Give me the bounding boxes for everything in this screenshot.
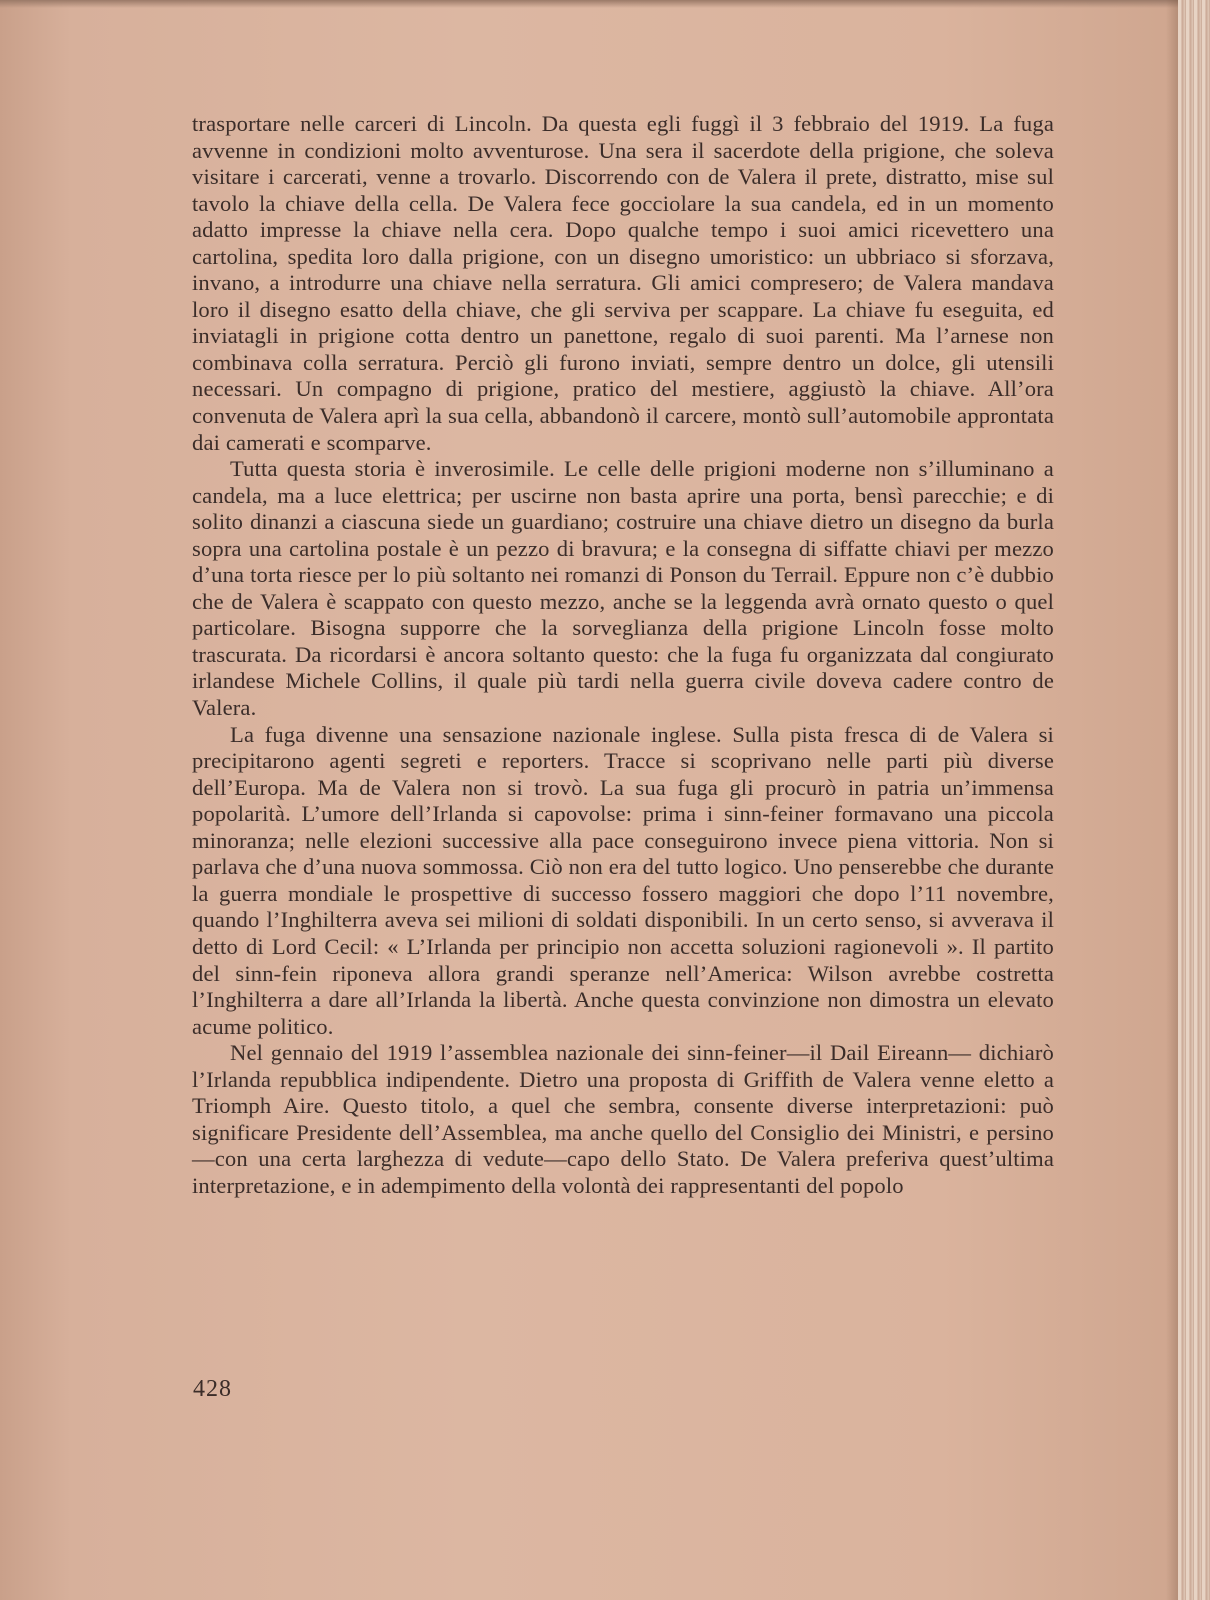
gutter-shadow <box>1166 0 1178 1600</box>
paragraph-4: Nel gennaio del 1919 l’assemblea nazionale dei sinn-feiner—il Dail Eireann— dichiarò l’Irlanda repubblica indipendente. Dietro una proposta di Griffith de Valera venne eletto a Triomph Aire. Questo titolo, a quel che sembra, consente diverse interpretazioni: può significare Presidente dell’Assemblea, ma anche quello del Consiglio dei Ministri, e persino—con una certa larghezza di vedute—capo dello Stato. De Valera preferiva quest’ultima interpretazione, e in adempimento della volontà dei rappresentanti del popolo <box>192 1040 1054 1198</box>
page-edges <box>1178 0 1210 1600</box>
paragraph-3: La fuga divenne una sensazione nazionale inglese. Sulla pista fresca di de Valera si precipitarono agenti segreti e reporters. Tracce si scoprivano nelle parti più diverse dell’Europa. Ma de Valera non si trovò. La sua fuga gli procurò in patria un’immensa popolarità. L’umore dell’Irlanda si capovolse: prima i sinn-feiner formavano una piccola minoranza; nelle elezioni successive alla pace conseguirono invece piena vittoria. Non si parlava che d’una nuova sommossa. Ciò non era del tutto logico. Uno penserebbe che durante la guerra mondiale le prospettive di successo fossero maggiori che dopo l’11 novembre, quando l’Inghilterra aveva sei milioni di soldati disponibili. In un certo senso, si avverava il detto di Lord Cecil: « L’Irlanda per principio non accetta soluzioni ragionevoli ». Il partito del sinn-fein riponeva allora grandi speranze nell’America: Wilson avrebbe costretta l’Inghilterra a dare all’Irlanda la libertà. Anche questa convinzione non dimostra un elevato acume politico. <box>192 721 1054 1039</box>
paragraph-1: trasportare nelle carceri di Lincoln. Da questa egli fuggì il 3 febbraio del 1919. La fuga avvenne in condizioni molto avventurose. Una sera il sacerdote della prigione, che soleva visitare i carcerati, venne a trovarlo. Discorrendo con de Valera il prete, distratto, mise sul tavolo la chiave della cella. De Valera fece gocciolare la sua candela, ed in un momento adatto impresse la chiave nella cera. Dopo qualche tempo i suoi amici ricevettero una cartolina, spedita loro dalla prigione, con un disegno umoristico: un ubbriaco si sforzava, invano, a introdurre una chiave nella serratura. Gli amici compresero; de Valera mandava loro il disegno esatto della chiave, che gli serviva per scappare. La chiave fu eseguita, ed inviatagli in prigione cotta dentro un panettone, regalo di suoi parenti. Ma l’arnese non combinava colla serratura. Perciò gli furono inviati, sempre dentro un dolce, gli utensili necessari. Un compagno di prigione, pratico del mestiere, aggiustò la chiave. All’ora convenuta de Valera aprì la sua cella, abbandonò il carcere, montò sull’automobile approntata dai camerati e scomparve. <box>192 111 1054 455</box>
page-top-shadow <box>0 0 1178 8</box>
paragraph-2: Tutta questa storia è inverosimile. Le celle delle prigioni moderne non s’illuminano a candela, ma a luce elettrica; per uscirne non basta aprire una porta, bensì parecchie; e di solito dinanzi a ciascuna siede un guardiano; costruire una chiave dietro un disegno da burla sopra una cartolina postale è un pezzo di bravura; e la consegna di siffatte chiavi per mezzo d’una torta riesce per lo più soltanto nei romanzi di Ponson du Terrail. Eppure non c’è dubbio che de Valera è scappato con questo mezzo, anche se la leggenda avrà ornato questo o quel particolare. Bisogna supporre che la sorveglianza della prigione Lincoln fosse molto trascurata. Da ricordarsi è ancora soltanto questo: che la fuga fu organizzata dal congiurato irlandese Michele Collins, il quale più tardi nella guerra civile doveva cadere contro de Valera. <box>192 456 1054 721</box>
body-text <box>192 111 1054 1199</box>
page-number: 428 <box>193 1376 232 1402</box>
